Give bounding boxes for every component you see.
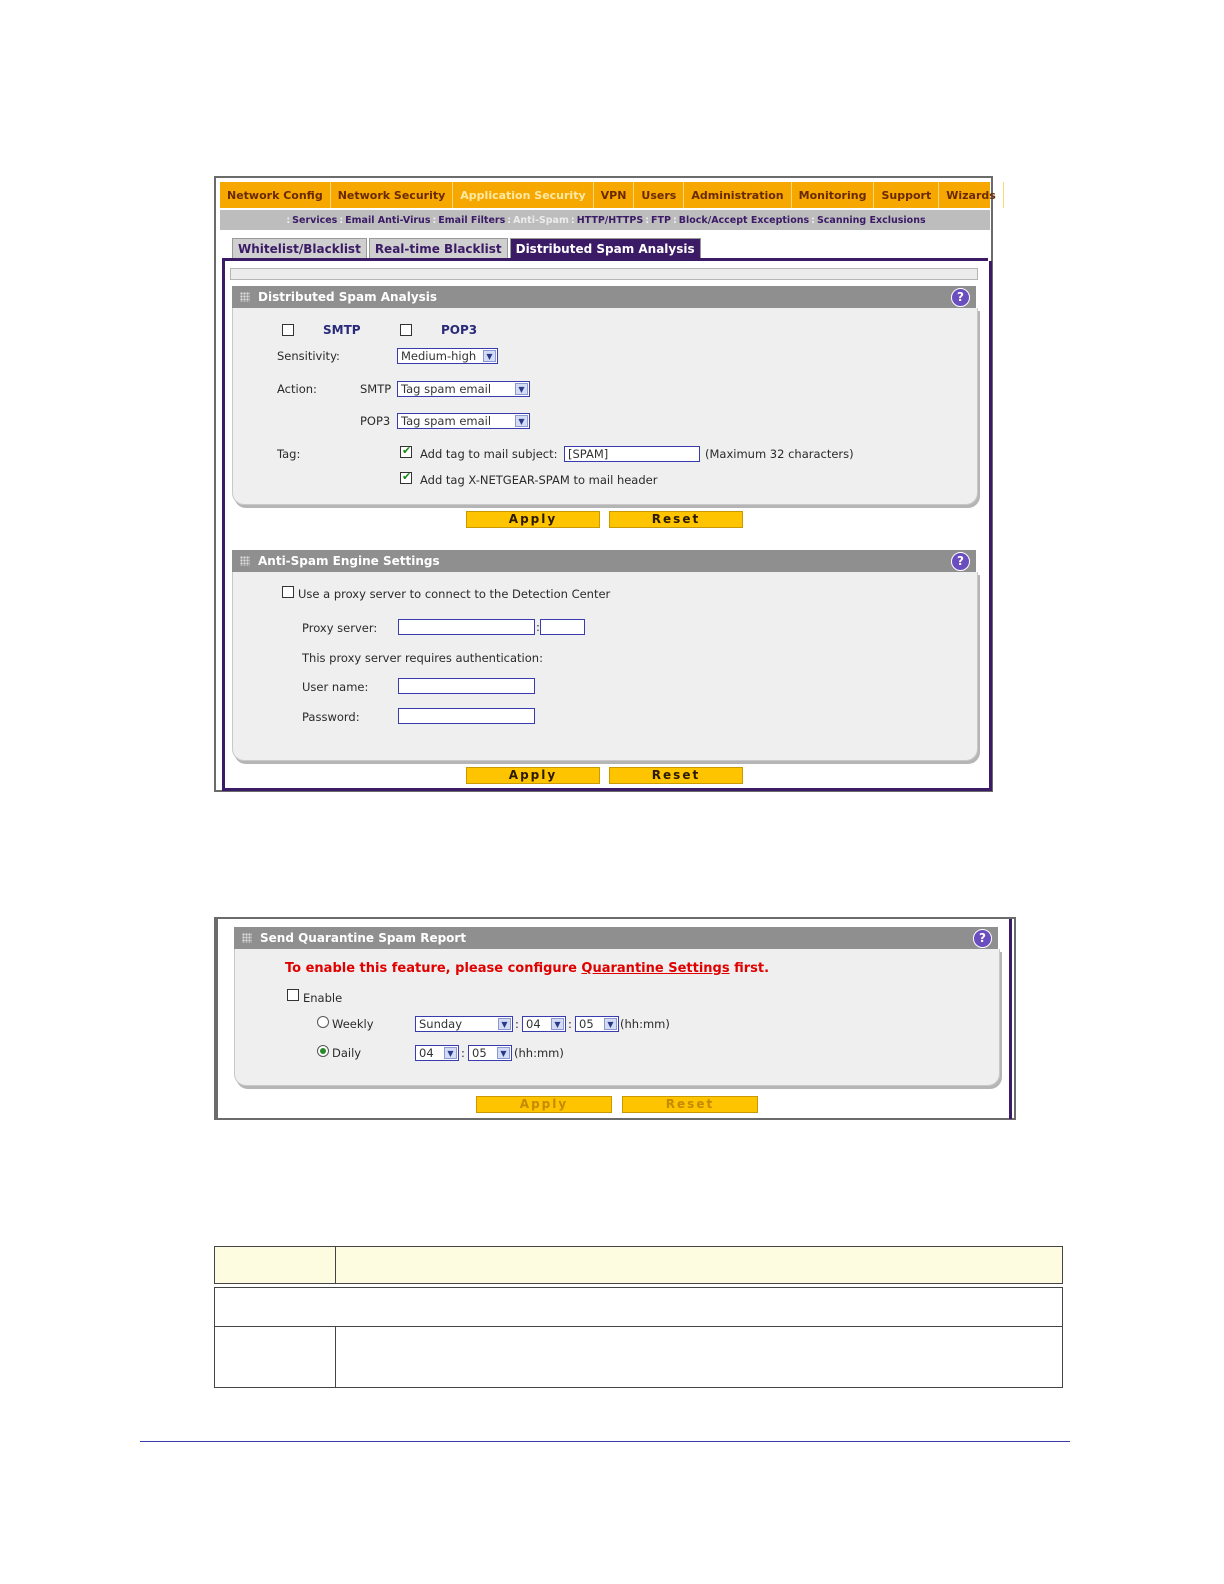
dsa-section-header (232, 286, 976, 308)
quarantine-settings-link[interactable]: Quarantine Settings (581, 961, 730, 976)
chevron-down-icon: ▼ (444, 1047, 457, 1059)
tag-label: Tag: (277, 447, 301, 461)
warning-prefix: To enable this feature, please configure (285, 961, 582, 976)
password-input[interactable] (398, 708, 535, 724)
sub-nav-item[interactable]: HTTP/HTTPS (576, 214, 644, 226)
warning-suffix: first. (729, 961, 770, 976)
chevron-down-icon: ▼ (515, 415, 528, 427)
tab-bar (232, 238, 703, 258)
sub-nav-separator: : (645, 214, 649, 226)
help-icon[interactable]: ? (951, 552, 970, 571)
weekly-minute-value: 05 (579, 1017, 594, 1031)
chevron-down-icon: ▼ (498, 1018, 511, 1030)
help-icon[interactable]: ? (973, 929, 992, 948)
colon: : (515, 1017, 519, 1031)
send-quarantine-report-screenshot (214, 917, 1016, 1120)
action-pop3-select[interactable] (397, 413, 530, 429)
action-label: Action: (277, 382, 317, 396)
grip-icon (240, 556, 250, 566)
tab[interactable]: Distributed Spam Analysis (510, 238, 701, 259)
colon: : (461, 1046, 465, 1060)
daily-minute-value: 05 (472, 1046, 487, 1060)
top-nav-item[interactable]: Users (634, 182, 684, 208)
daily-minute-select[interactable] (468, 1045, 512, 1061)
top-nav-item[interactable]: Network Security (331, 182, 454, 208)
proxy-server-input[interactable] (398, 619, 535, 635)
add-header-checkbox[interactable] (400, 472, 412, 484)
action-pop3-value: Tag spam email (401, 414, 492, 428)
dsa-apply-button[interactable]: Apply (466, 511, 600, 528)
weekly-minute-select[interactable] (575, 1016, 619, 1032)
use-proxy-checkbox[interactable] (282, 586, 294, 598)
subject-hint: (Maximum 32 characters) (705, 447, 854, 461)
smtp-label: SMTP (323, 323, 361, 337)
grip-icon (242, 933, 252, 943)
sub-nav-separator: : (432, 214, 437, 226)
subject-tag-input[interactable]: [SPAM] (564, 446, 700, 462)
daily-hour-value: 04 (419, 1046, 434, 1060)
sub-nav-separator: : (811, 214, 815, 226)
top-nav-item[interactable]: Network Config (220, 182, 331, 208)
chevron-down-icon: ▼ (497, 1047, 510, 1059)
sub-nav-separator: : (286, 214, 291, 226)
sub-nav-item[interactable]: Anti-Spam (513, 214, 569, 226)
sub-nav-item[interactable]: Scanning Exclusions (816, 214, 926, 226)
chevron-down-icon: ▼ (515, 383, 528, 395)
table-section-row (214, 1287, 1063, 1327)
dsa-section-title: Distributed Spam Analysis (258, 290, 438, 304)
sensitivity-label: Sensitivity: (277, 349, 340, 363)
table-header-cell (214, 1246, 336, 1284)
top-nav-item[interactable]: Monitoring (792, 182, 875, 208)
quarantine-warning (285, 961, 769, 976)
weekly-radio[interactable] (317, 1016, 329, 1028)
footer-rule (140, 1441, 1070, 1442)
top-nav-item[interactable]: Wizards (939, 182, 1004, 208)
chevron-down-icon: ▼ (551, 1018, 564, 1030)
sub-nav-separator: : (570, 214, 575, 226)
weekly-day-value: Sunday (419, 1017, 463, 1031)
pop3-label: POP3 (441, 323, 478, 337)
proxy-auth-text: This proxy server requires authentication: (302, 651, 543, 665)
weekly-day-select[interactable] (415, 1016, 513, 1032)
daily-radio[interactable] (317, 1045, 329, 1057)
add-header-label: Add tag X-NETGEAR-SPAM to mail header (420, 473, 658, 487)
enable-label: Enable (303, 991, 343, 1005)
sub-nav-item[interactable]: Services (292, 214, 338, 226)
weekly-hour-select[interactable] (522, 1016, 566, 1032)
sub-nav-separator: : (672, 214, 677, 226)
proxy-port-input[interactable] (540, 619, 585, 635)
top-navigation (220, 182, 996, 208)
top-nav-item[interactable]: Application Security (453, 182, 593, 208)
sub-nav-item[interactable]: Email Anti-Virus (345, 214, 431, 226)
daily-hour-select[interactable] (415, 1045, 459, 1061)
add-subject-checkbox[interactable] (400, 446, 412, 458)
sub-nav-item[interactable]: FTP (651, 214, 671, 226)
daily-label: Daily (332, 1046, 362, 1060)
table-header-cell (335, 1246, 1063, 1284)
action-smtp-select[interactable] (397, 381, 530, 397)
use-proxy-label: Use a proxy server to connect to the Detection Center (298, 587, 611, 601)
sub-nav-separator: : (339, 214, 344, 226)
colon: : (568, 1017, 572, 1031)
distributed-spam-analysis-screenshot (214, 176, 996, 792)
action-smtp-value: Tag spam email (401, 382, 492, 396)
sub-nav-separator: : (507, 214, 512, 226)
top-nav-item[interactable]: VPN (594, 182, 635, 208)
quarantine-section-title: Send Quarantine Spam Report (260, 931, 467, 945)
quarantine-reset-button[interactable]: Reset (622, 1096, 758, 1113)
quarantine-apply-button[interactable]: Apply (476, 1096, 612, 1113)
smtp-checkbox[interactable] (282, 324, 294, 336)
enable-checkbox[interactable] (287, 989, 299, 1001)
action-pop3-label: POP3 (360, 414, 391, 428)
engine-apply-button[interactable]: Apply (466, 767, 600, 784)
password-label: Password: (302, 710, 360, 724)
table-cell (214, 1326, 336, 1388)
proxy-server-label: Proxy server: (302, 621, 378, 635)
grip-icon (240, 292, 250, 302)
message-bar (230, 268, 978, 280)
engine-section-title: Anti-Spam Engine Settings (258, 554, 440, 568)
weekly-time-format: (hh:mm) (620, 1017, 670, 1031)
tab[interactable]: Whitelist/Blacklist (232, 238, 367, 259)
top-nav-item[interactable]: Administration (684, 182, 791, 208)
dsa-reset-button[interactable]: Reset (609, 511, 743, 528)
weekly-label: Weekly (332, 1017, 374, 1031)
help-icon[interactable]: ? (951, 288, 970, 307)
sensitivity-value: Medium-high (401, 349, 477, 363)
settings-description-table (214, 1246, 1063, 1388)
sub-navigation (220, 210, 990, 230)
weekly-hour-value: 04 (526, 1017, 541, 1031)
tab[interactable]: Real-time Blacklist (369, 238, 508, 259)
action-smtp-label: SMTP (360, 382, 392, 396)
engine-reset-button[interactable]: Reset (609, 767, 743, 784)
engine-section-header (232, 550, 976, 572)
chevron-down-icon: ▼ (604, 1018, 617, 1030)
username-label: User name: (302, 680, 369, 694)
sub-nav-item[interactable]: Email Filters (438, 214, 506, 226)
username-input[interactable] (398, 678, 535, 694)
daily-time-format: (hh:mm) (514, 1046, 564, 1060)
top-nav-item[interactable]: Support (874, 182, 939, 208)
quarantine-section-header (234, 927, 998, 949)
pop3-checkbox[interactable] (400, 324, 412, 336)
table-cell (335, 1326, 1063, 1388)
add-subject-label: Add tag to mail subject: (420, 447, 558, 461)
sub-nav-item[interactable]: Block/Accept Exceptions (678, 214, 810, 226)
port-separator: : (536, 620, 540, 634)
chevron-down-icon: ▼ (483, 350, 496, 362)
sensitivity-select[interactable] (397, 348, 498, 364)
